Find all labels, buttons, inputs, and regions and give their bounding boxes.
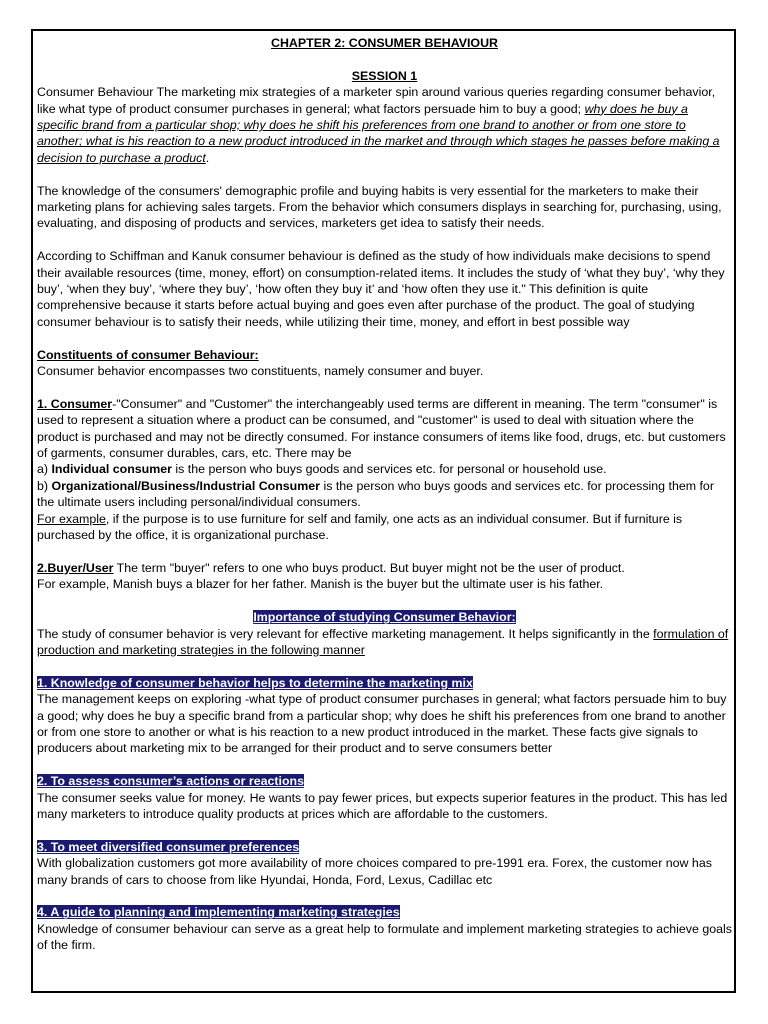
point-1-heading-line [37,675,732,691]
example-text: , if the purpose is to use furniture for self and family, one acts as an individual consumer. But if furniture is purchased by the office, it is organizational purchase. [37,511,683,543]
importance-text [37,626,732,659]
individual-consumer-text: is the person who buys goods and services etc. for personal or household use. [171,462,607,477]
buyer-label: 2.Buyer/User [37,560,114,575]
point-2-heading-line [37,773,732,789]
consumer-paragraph [37,396,732,462]
point-3-text: With globalization customers got more availability of more choices compared to pre-1991 era. Forex, the customer now has many brands of cars to choose from like Hyundai, Honda, Ford, Lexus, Cadillac etc [37,856,712,887]
point-1-text: The management keeps on exploring -what type of product consumer purchases in general; what factors persuade him to buy a good; why does he buy a specific brand from a particular shop; why does he shift his preferences from one brand to another or from one store to another or what is his reaction to a new product introduced in the market. These facts give signals to producers about marketing mix to be arranged for their product and to serve consumers better [37,692,727,756]
point-1-heading: 1. Knowledge of consumer behavior helps to determine the marketing mix [37,675,473,690]
consumer-example [37,511,732,544]
item-a-prefix: a) [37,462,52,477]
buyer-example: For example, Manish buys a blazer for her father. Manish is the buyer but the ultimate user is his father. [37,577,604,592]
organizational-consumer-term: Organizational/Business/Industrial Consumer [51,478,320,493]
constituents-text: Consumer behavior encompasses two constituents, namely consumer and buyer. [37,364,484,379]
intro-end: . [205,150,210,165]
point-4-heading: 4. A guide to planning and implementing marketing strategies [37,905,400,920]
intro-paragraph [37,84,732,166]
importance-text-plain: The study of consumer behavior is very relevant for effective marketing management. It helps significantly in the [37,626,654,641]
point-3-heading-line [37,839,732,855]
constituents-heading: Constituents of consumer Behaviour: [37,347,259,362]
point-3-heading: 3. To meet diversified consumer preferences [37,839,300,854]
document-body [37,34,732,954]
point-2-text: The consumer seeks value for money. He wants to pay fewer prices, but expects superior features in the product. This has led many marketers to introduce quality products at prices which are affordable to the customers. [37,790,728,821]
intro-text: Consumer Behaviour The marketing mix strategies of a marketer spin around various queries regarding consumer behavior, like what type of product consumer purchases in general; what factors persuade him to buy a good; [37,85,716,116]
consumer-text: -"Consumer" and "Customer" the interchangeably used terms are different in meaning. The term "consumer" is used to represent a situation where a product can be consumed, and "customer" is used to deal with situation where the product is purchased and may not be directly consumed. For instance consumers of items like food, drugs, etc. but customers of garments, consumer durables, cars, etc. There may be [37,396,726,461]
importance-text-underlined: formulation of production and marketing strategies in the following manner [37,626,729,657]
intro-emphasis: why does he buy a specific brand from a particular shop; why does he shift his preferences from one brand to another or from one store to another; what is his reaction to a new product introduced in the market and through which stages he passes before making a decision to purchase a product [37,101,720,165]
point-4-text: Knowledge of consumer behaviour can serve as a great help to formulate and implement marketing strategies to achieve goals of the firm. [37,921,732,953]
organizational-consumer-text: is the person who buys goods and services etc. for processing them for the ultimate users including personal/individual consumers. [37,478,714,510]
buyer-paragraph [37,560,732,576]
chapter-title: CHAPTER 2: CONSUMER BEHAVIOUR [271,36,498,50]
point-4-heading-line [37,904,732,920]
importance-heading-line [37,609,732,625]
organizational-consumer-item [37,478,732,511]
buyer-text: The term "buyer" refers to one who buys product. But buyer might not be the user of product. [113,560,625,575]
item-b-prefix: b) [37,478,52,493]
individual-consumer-item [37,461,732,477]
schiffman-paragraph: According to Schiffman and Kanuk consumer behaviour is defined as the study of how individuals make decisions to spend their available resources (time, money, effort) on consumption-related items. It includes the study of ‘what they buy’, ‘why they buy’, ‘when they buy’, ‘where they buy’, ‘how often they buy it’ and ‘how often they use it." This definition is quite comprehensive because it starts before actual buying and goes even after purchase of the product. The goal of studying consumer behaviour is to satisfy their needs, while utilizing their time, money, and effort in best possible way [37,249,725,329]
consumer-label: 1. Consumer [37,396,113,411]
point-2-heading: 2. To assess consumer’s actions or reactions [37,774,304,789]
session-title: SESSION 1 [351,68,418,83]
example-label: For example [37,511,106,526]
knowledge-paragraph: The knowledge of the consumers' demographic profile and buying habits is very essential for the marketers to make their marketing plans for achieving sales targets. From the behavior which consumers displays in searching for, purchasing, using, evaluating, and disposing of products and services, marketers get idea to satisfy their needs. [37,183,722,231]
individual-consumer-term: Individual consumer [51,462,172,477]
importance-heading: Importance of studying Consumer Behavior: [253,610,516,625]
